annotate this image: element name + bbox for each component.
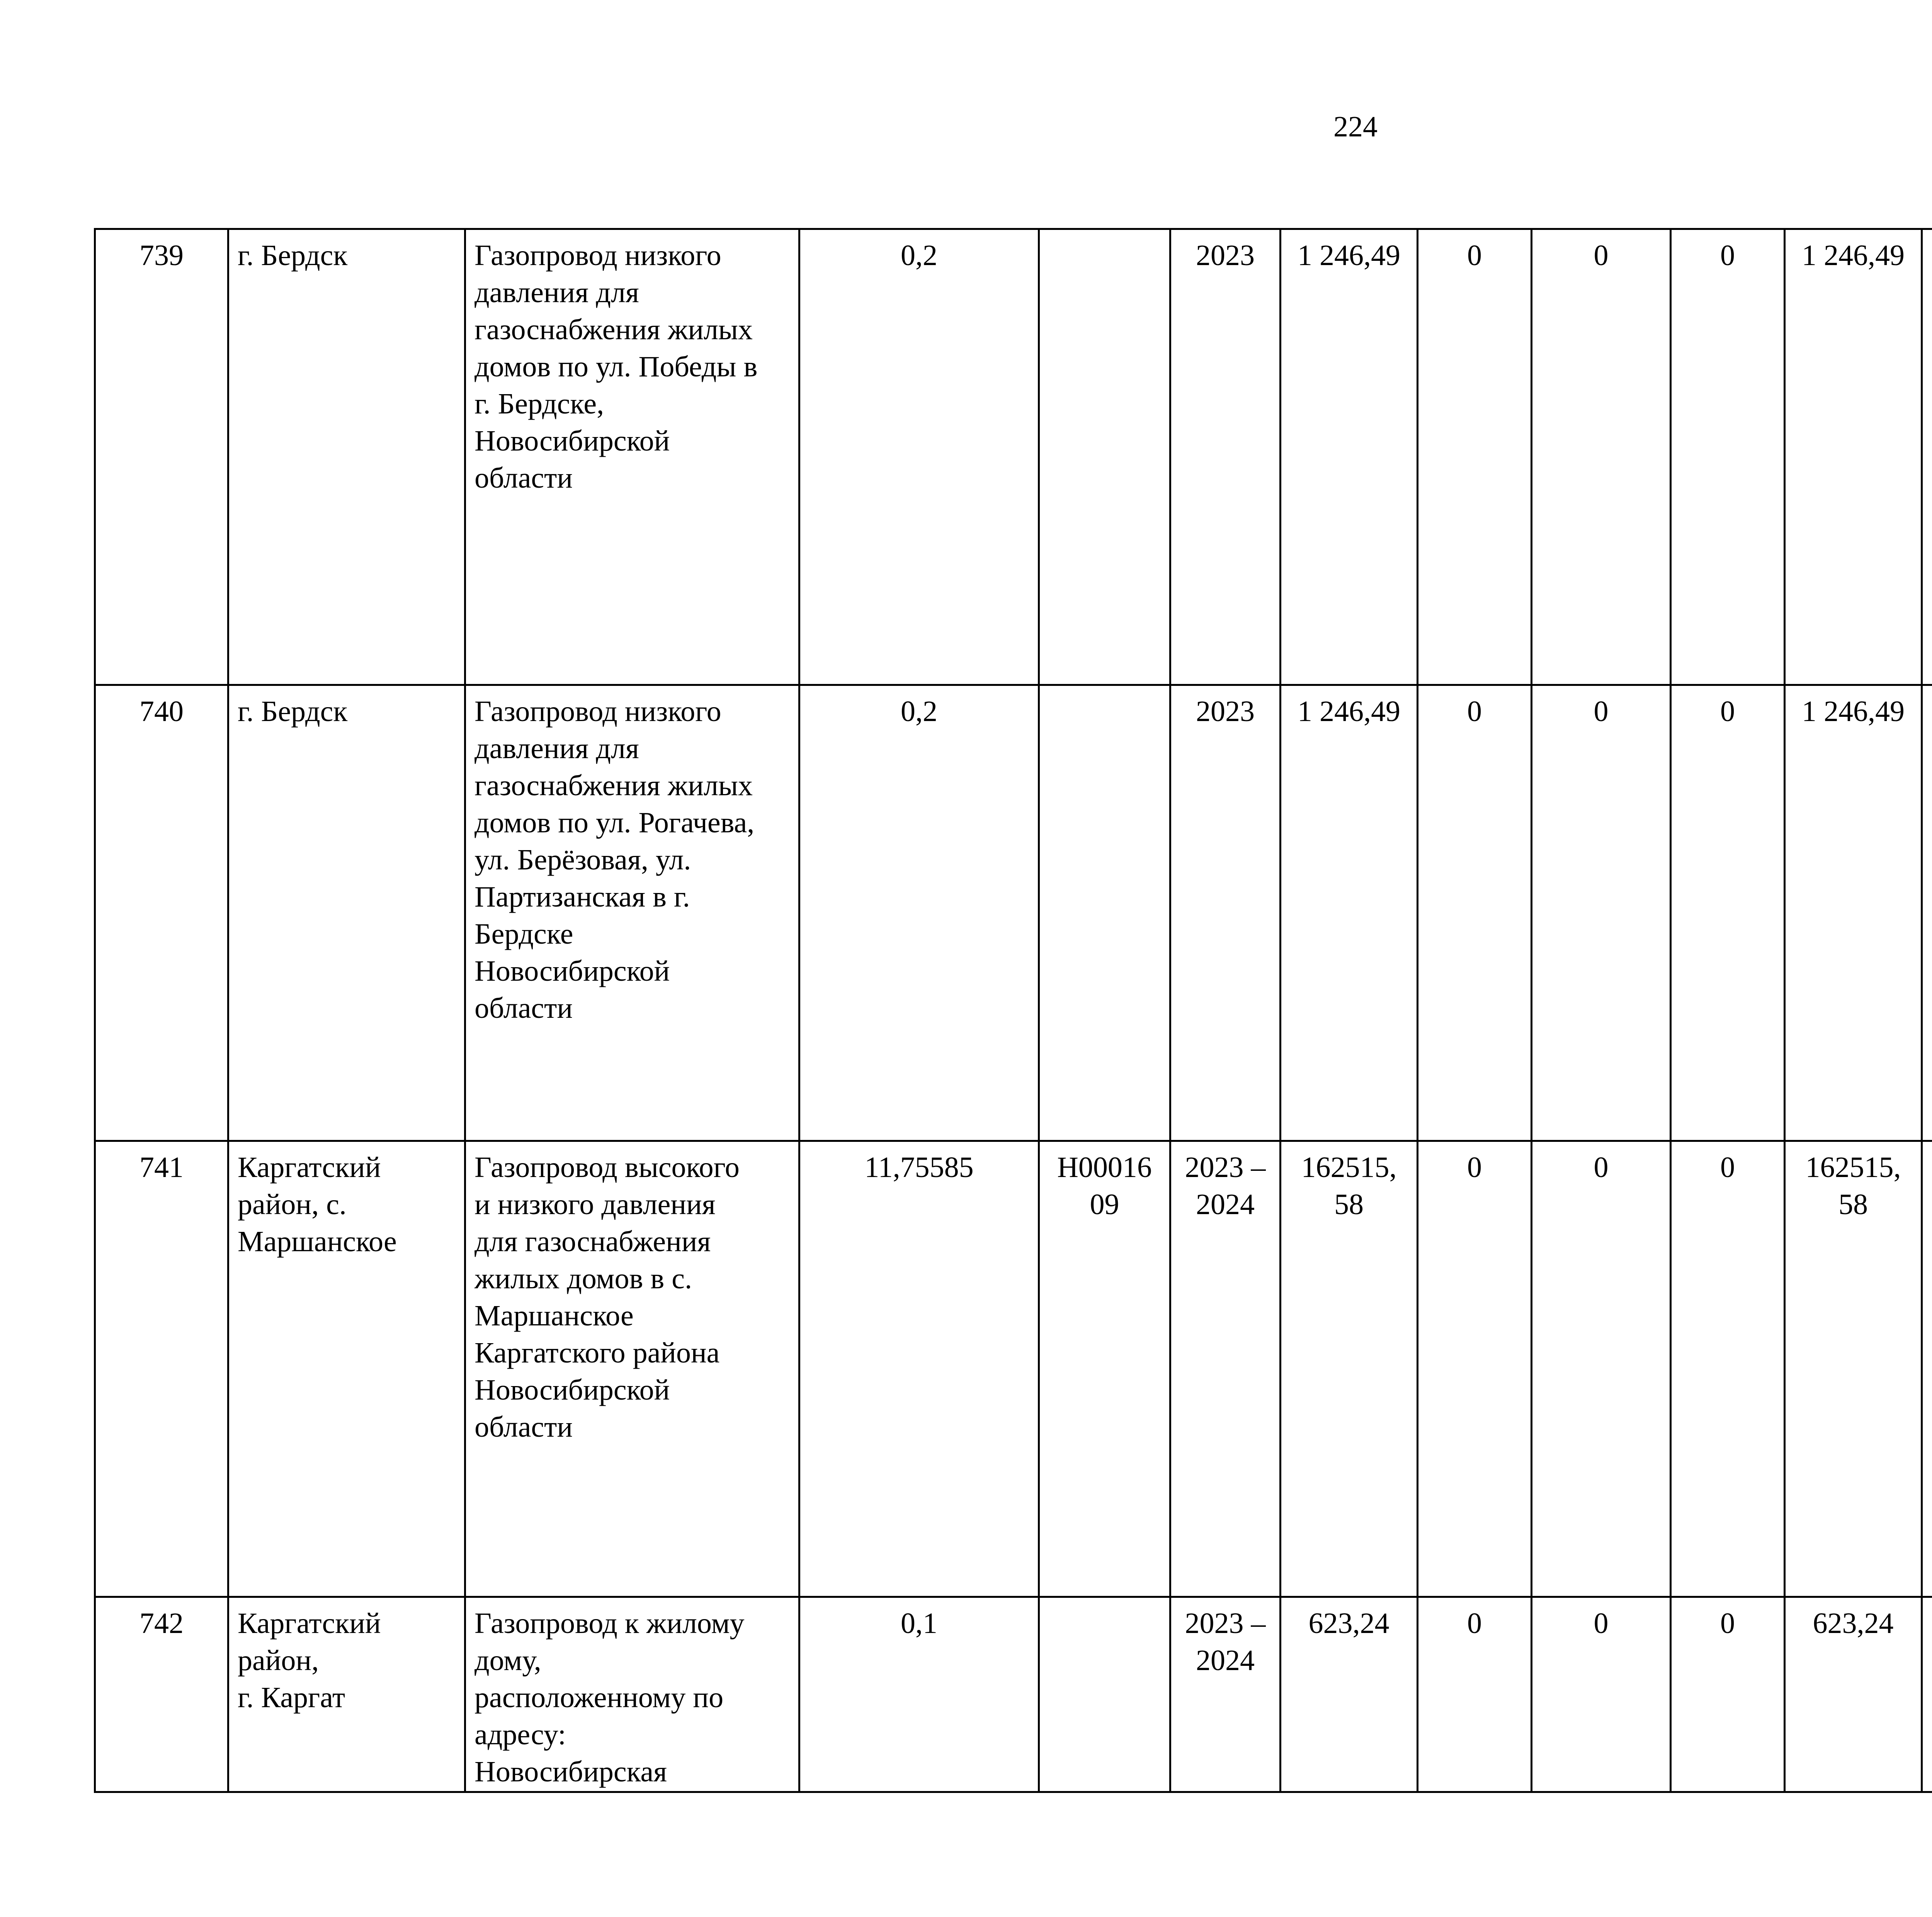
value-2: 0 — [1532, 229, 1671, 685]
object-code: Н00016 09 — [1039, 1141, 1170, 1597]
object-code — [1039, 685, 1170, 1141]
value-2: 0 — [1532, 685, 1671, 1141]
table-row — [95, 1597, 1932, 1792]
value-1: 0 — [1418, 685, 1532, 1141]
value-3: 0 — [1671, 685, 1785, 1141]
years: 2023 – 2024 — [1170, 1597, 1281, 1792]
value-4: 162515, 58 — [1785, 1141, 1922, 1597]
value-2: 0 — [1532, 1597, 1671, 1792]
length: 0,1 — [799, 1597, 1039, 1792]
object-name: Газопровод высокого и низкого давления для газоснабжения жилых домов в с. Маршанское Каргатского района Новосибирской области — [465, 1141, 799, 1597]
table-row — [95, 685, 1932, 1141]
length: 0,2 — [799, 229, 1039, 685]
value-4: 1 246,49 — [1785, 685, 1922, 1141]
value-4: 623,24 — [1785, 1597, 1922, 1792]
years: 2023 – 2024 — [1170, 1141, 1281, 1597]
object-name: Газопровод к жилому дому, расположенному по адресу: Новосибирская — [465, 1597, 799, 1792]
row-number: 742 — [95, 1597, 228, 1792]
row-number: 741 — [95, 1141, 228, 1597]
row-number: 740 — [95, 685, 228, 1141]
location: Каргатский район, г. Каргат — [228, 1597, 465, 1792]
total-cost: 623,24 — [1281, 1597, 1418, 1792]
table-row — [95, 1141, 1932, 1597]
location: Каргатский район, с. Маршанское — [228, 1141, 465, 1597]
value-1: 0 — [1418, 1597, 1532, 1792]
table-row — [95, 229, 1932, 685]
length: 0,2 — [799, 685, 1039, 1141]
total-cost: 1 246,49 — [1281, 685, 1418, 1141]
value-3: 0 — [1671, 1597, 1785, 1792]
total-cost: 1 246,49 — [1281, 229, 1418, 685]
organization — [1922, 1597, 1932, 1792]
organization — [1922, 229, 1932, 685]
object-name: Газопровод низкого давления для газоснабжения жилых домов по ул. Победы в г. Бердске, Новосибирской области — [465, 229, 799, 685]
organization — [1922, 685, 1932, 1141]
object-name: Газопровод низкого давления для газоснабжения жилых домов по ул. Рогачева, ул. Берёзовая, ул. Партизанская в г. Бердске Новосибирской области — [465, 685, 799, 1141]
value-3: 0 — [1671, 229, 1785, 685]
object-code — [1039, 1597, 1170, 1792]
object-code — [1039, 229, 1170, 685]
value-2: 0 — [1532, 1141, 1671, 1597]
value-1: 0 — [1418, 229, 1532, 685]
location: г. Бердск — [228, 229, 465, 685]
organization — [1922, 1141, 1932, 1597]
data-table — [94, 228, 1932, 1793]
total-cost: 162515, 58 — [1281, 1141, 1418, 1597]
years: 2023 — [1170, 685, 1281, 1141]
years: 2023 — [1170, 229, 1281, 685]
page-number: 224 — [1333, 111, 1378, 143]
value-4: 1 246,49 — [1785, 229, 1922, 685]
length: 11,75585 — [799, 1141, 1039, 1597]
location: г. Бердск — [228, 685, 465, 1141]
value-3: 0 — [1671, 1141, 1785, 1597]
row-number: 739 — [95, 229, 228, 685]
value-1: 0 — [1418, 1141, 1532, 1597]
